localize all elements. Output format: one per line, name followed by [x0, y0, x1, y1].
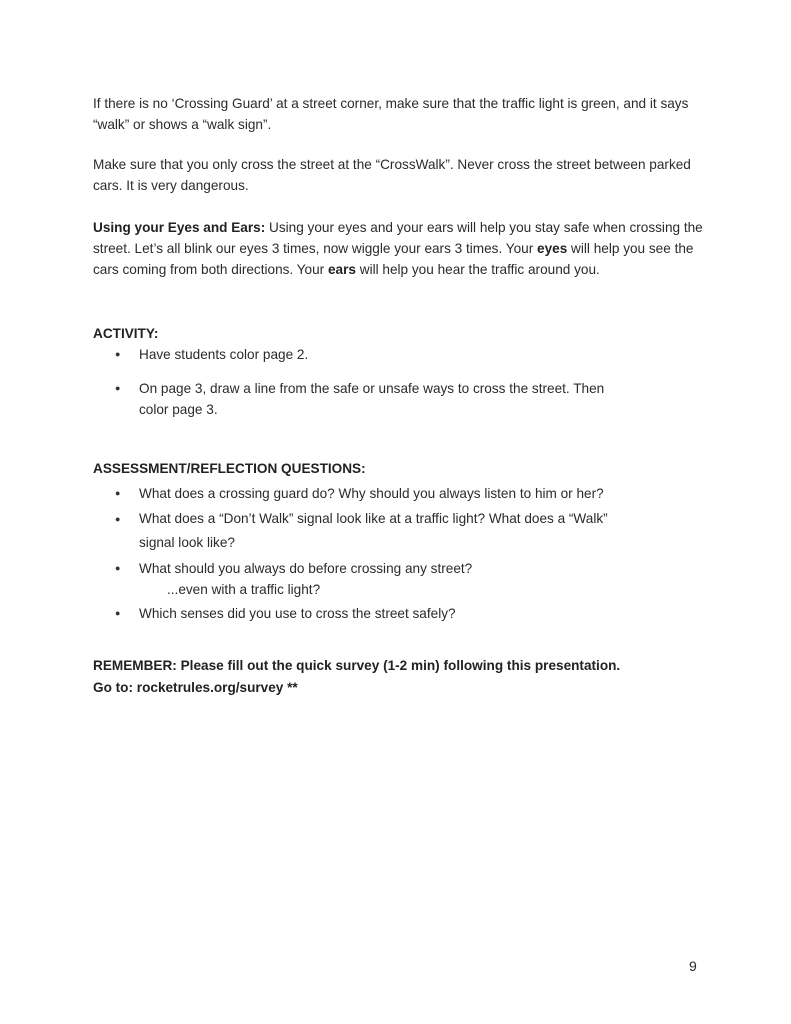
list-item: [115, 558, 695, 600]
list-item: ● Which senses did you use to cross the street safely?: [115, 603, 695, 624]
page-number: 9: [689, 958, 697, 974]
activity-heading: ACTIVITY:: [93, 326, 159, 341]
eyes-ears-text-a: Using your eyes and your ears will help you stay safe when crossing the street. Let’s all blink our eyes 3 times, now wiggle your ears 3 times. Your: [93, 220, 703, 256]
activity-list: [115, 344, 695, 420]
sub-item: ...even with a traffic light?: [167, 582, 321, 597]
assessment-heading: ASSESSMENT/REFLECTION QUESTIONS:: [93, 461, 366, 476]
list-item: ● Have students color page 2.: [115, 344, 695, 365]
eyes-ears-text-c: will help you hear the traffic around you.: [355, 262, 600, 277]
list-item-text: On page 3, draw a line from the safe or unsafe ways to cross the street. Then color page 3.: [139, 381, 605, 417]
eyes-ears-heading: Using your Eyes and Ears:: [93, 220, 266, 235]
assessment-list: [115, 483, 695, 624]
remember-line-1: REMEMBER: Please fill out the quick survey (1-2 min) following this presentation.: [93, 658, 621, 673]
list-item: [115, 507, 639, 555]
remember-line-2: Go to: rocketrules.org/survey **: [93, 680, 298, 695]
paragraph-crossing-guard: If there is no ‘Crossing Guard’ at a street corner, make sure that the traffic light is green, and it says “walk” or shows a “walk sign”.: [93, 96, 689, 132]
ears-bold: ears: [327, 262, 356, 277]
paragraph-eyes-ears: [93, 217, 713, 280]
eyes-bold: eyes: [537, 241, 568, 256]
paragraph-crosswalk: Make sure that you only cross the street at the “CrossWalk”. Never cross the street between parked cars. It is very dangerous.: [93, 157, 691, 193]
list-item-text: What does a “Don’t Walk” signal look like at a traffic light? What does a “Walk” signal look like?: [139, 511, 608, 550]
eyes-ears-text-b: will help you see the cars coming from both directions. Your: [93, 241, 694, 277]
list-item: ● What does a crossing guard do? Why should you always listen to him or her?: [115, 483, 695, 504]
list-item: [115, 378, 629, 420]
list-item-text: What should you always do before crossing any street?: [139, 561, 473, 576]
